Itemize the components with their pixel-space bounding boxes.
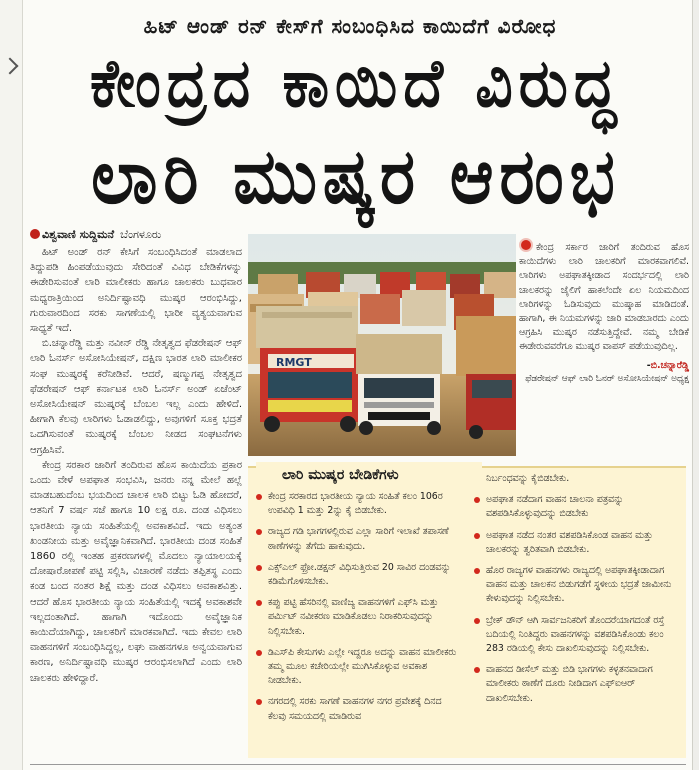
demands-left-column [254,490,462,731]
newspaper-logo-icon [30,229,40,239]
quote-text: ಕೇಂದ್ರ ಸರ್ಕಾರ ಜಾರಿಗೆ ತಂದಿರುವ ಹೊಸ ಕಾಯಿದೆಗಳು ಲಾರಿ ಚಾಲಕರಿಗೆ ಮಾರಕವಾಗಲಿವೆ. ಲಾರಿಗಳು ಅಪಘಾತಕ್ಕೀಡಾದ ಸಂದರ್ಭದಲ್ಲಿ ಲಾರಿ ಚಾಲಕರನ್ನು ಜೈಲಿಗೆ ಹಾಕಲೆಂದೇ ಏಲ ನಿಯಮದಿಂದ ಲಾರಿಗಳನ್ನು ಓಡಿಸುವುದು ಮುಷ್ಕಾಹ ಮಾಡಿದಂತೆ. ಹಾಗಾಗಿ, ಈ ನಿಯಮಗಳನ್ನು ಜಾರಿ ಮಾಡಬಾರದು ಎಂದು ಆಗ್ರಹಿಸಿ ಮುಷ್ಕರ ನಡೆಸುತ್ತಿದ್ದೇವೆ. ನಮ್ಮ ಬೇಡಿಕೆ ಈಡೇರುವವರೆಗೂ ಮುಷ್ಕರ ವಾಪಸ್ ಪಡೆಯುವುದಿಲ್ಲ. [519,242,689,353]
demand-item: ಅಪಘಾತ ನಡೆದ ನಂತರ ವಶಪಡಿಸಿಕೊಂಡ ವಾಹನ ಮತ್ತು ಚಾಲಕರನ್ನು ತ್ವರಿತವಾಗಿ ಬಿಡಬೇಕು. [472,529,680,557]
svg-text:RMGT: RMGT [276,356,312,369]
demands-box [248,466,686,758]
article-body [30,245,242,686]
demand-item: ನಗರದಲ್ಲಿ ಸರಕು ಸಾಗಣೆ ವಾಹನಗಳ ನಗರ ಪ್ರವೇಶಕ್ಕೆ ದಿನದ ಕೆಲವು ಸಮಯದಲ್ಲಿ ಮಾಡಿರುವ [254,695,462,723]
headline-line-2: ಲಾರಿ ಮುಷ್ಕರ ಆರಂಭ [91,132,621,221]
headline-line-1: ಕೇಂದ್ರದ ಕಾಯಿದೆ ವಿರುದ್ಧ [89,43,623,123]
demands-title: ಲಾರಿ ಮುಷ್ಕರ ಬೇಡಿಕೆಗಳು [256,462,482,488]
demand-item: ಕೇಂದ್ರ ಸರಕಾರದ ಭಾರತೀಯ ನ್ಯಾಯ ಸಂಹಿತೆ ಕಲಂ 106ರ ಉಪವಿಧಿ 1 ಮತ್ತು 2ನ್ನು ಕೈ ಬಿಡಬೇಕು. [254,490,462,518]
byline-city: ಬೆಂಗಳೂರು [120,228,162,241]
adjacent-page-edge [0,0,23,770]
demand-item: ಎಕ್ಸ್‌ಎಲ್ ಫ್ರೋ.ಡಕ್ಷನ್ ವಿಧಿಸುತ್ತಿರುವ 20 ಸಾವಿರ ದಂಡವನ್ನು ಕಡಿಮೆಗೊಳಿಸಬೇಕು. [254,561,462,589]
right-page-edge [692,0,699,770]
body-paragraph: ಬಿ.ಚನ್ನಾರೆಡ್ಡಿ ಮತ್ತು ನವೀನ್ ರೆಡ್ಡಿ ನೇತೃತ್ವದ ಫೆಡರೇಷನ್ ಆಫ್ ಲಾರಿ ಓನರ್ಸ್ ಅಸೋಸಿಯೇಷನ್, ದಕ್ಷಿಣ ಭಾರತ ಲಾರಿ ಮಾಲೀಕರ ಸಂಘ ಮುಷ್ಕರಕ್ಕೆ ಕರೆನೀಡಿವೆ. ಆದರೆ, ಷಣ್ಮುಗಪ್ಪ ನೇತೃತ್ವದ ಫೆಡರೇಷನ್ ಆಫ್ ಕರ್ನಾಟಕ ಲಾರಿ ಓನರ್ಸ್ ಅಂಡ್ ಏಜೆಂಟ್ ಅಸೋಸಿಯೇಷನ್ ಮುಷ್ಕರಕ್ಕೆ ಬೆಂಬಲ ಇಲ್ಲ ಎಂದು ಹೇಳಿದೆ. ಹೀಗಾಗಿ ಕೆಲವು ಲಾರಿಗಳು ಓಡಾಡಲಿದ್ದು, ಅವುಗಳಿಗೆ ಸೂಕ್ತ ಭದ್ರತೆ ಒದಗಿಸುವಂತೆ ಮುಷ್ಕರಕ್ಕೆ ಬೆಂಬಲ ನೀಡದ ಸಂಘಟನೆಗಳು ಆಗ್ರಹಿಸಿವೆ. [30,338,242,456]
body-paragraph: ಹಿಟ್ ಅಂಡ್ ರನ್ ಕೇಸಿಗೆ ಸಂಬಂಧಿಸಿದಂತೆ ಮಾಡಲಾದ ತಿದ್ದುಪಡಿ ಹಿಂಪಡೆಯುವುದು ಸೇರಿದಂತೆ ವಿವಿಧ ಬೇಡಿಕೆಗಳನ್ನು ಈಡೇರಿಸುವಂತೆ ಲಾರಿ ಮಾಲೀಕರು ಹಾಗೂ ಚಾಲಕರು ಬುಧವಾರ ಮಧ್ಯರಾತ್ರಿಯಿಂದ ಅನಿರ್ದಿಷ್ಟಾವಧಿ ಮುಷ್ಕರ ಆರಂಭಿಸಿದ್ದು, ಗುರುವಾರದಿಂದ ಸರಕು ಸಾಗಣೆಯಲ್ಲಿ ಭಾರೀ ವ್ಯತ್ಯಯವಾಗುವ ಸಾಧ್ಯತೆ ಇದೆ. [30,247,242,335]
quote-author: -ಬಿ.ಚನ್ನಾರೆಡ್ಡಿ [646,359,689,371]
demand-item: ಹೊರ ರಾಜ್ಯಗಳ ವಾಹನಗಳು ರಾಜ್ಯದಲ್ಲಿ ಅಪಘಾತಕ್ಕೀಡಾದಾಗ ವಾಹನ ಮತ್ತು ಚಾಲಕನ ಬಿಡುಗಡೆಗೆ ಸ್ಥಳೀಯ ಭದ್ರತೆ ಜಾಮೀನು ಕೇಳುವುದನ್ನು ನಿಲ್ಲಿಸಬೇಕು. [472,564,680,607]
quote-marker-icon [519,238,533,252]
pull-quote [519,238,689,458]
demand-item: ಬ್ರೇಕ್ ಡೌನ್ ಆಗಿ ಸಾರ್ವಜನಿಕರಿಗೆ ತೊಂದರೆಯಾಗದಂತೆ ರಸ್ತೆ ಬದಿಯಲ್ಲಿ ನಿಂತಿದ್ದರು ವಾಹನಗಳನ್ನು ವಶಪಡಿಸಿಕೊಂಡು ಕಲಂ 283 ರಡಿಯಲ್ಲಿ ಕೇಸು ದಾಖಲಿಸುವುದನ್ನು ನಿಲ್ಲಿಸಬೇಕು. [472,614,680,657]
quote-author-role: ಫೆಡರೇಷನ್ ಆಫ್ ಲಾರಿ ಓನರ್ ಅಸೋಸಿಯೇಷನ್ ಅಧ್ಯಕ್ಷ [525,373,689,384]
trucks-photo-illustration [248,234,516,456]
demand-item: ಅಪಘಾತ ನಡೆದಾಗ ವಾಹನ ಚಾಲನಾ ಪತ್ರವನ್ನು ವಶಪಡಿಸಿಕೊಳ್ಳುವುದನ್ನು ಬಿಡಬೇಕು [472,493,680,521]
byline-source: ವಿಶ್ವವಾಣಿ ಸುದ್ದಿಮನೆ [42,228,115,241]
demands-right-column [472,472,680,713]
demand-item: ರಾಜ್ಯದ ಗಡಿ ಭಾಗಗಳಲ್ಲಿರುವ ಎಲ್ಲಾ ಸಾರಿಗೆ ಇಲಾಖೆ ತಪಾಸಣೆ ಠಾಣೆಗಳನ್ನು ತೆಗೆದು ಹಾಕುವುದು. [254,525,462,553]
parked-trucks-photo [248,234,516,456]
byline [30,228,161,242]
demand-item: ಡಿಎಸ್‌ಪಿ ಕೇಸುಗಳು ಎಲ್ಲೇ ಇದ್ದರೂ ಅದನ್ನು ವಾಹನ ಮಾಲೀಕರು ತಮ್ಮ ಮೂಲ ಕಚೇರಿಯಲ್ಲೇ ಮುಗಿಸಿಕೊಳ್ಳುವ ಅವಕಾಶ ನೀಡಬೇಕು. [254,646,462,689]
chevron-icon [2,58,19,75]
page-divider [30,764,686,765]
body-paragraph: ಕೇಂದ್ರ ಸರಕಾರ ಜಾರಿಗೆ ತಂದಿರುವ ಹೊಸ ಕಾಯಿದೆಯ ಪ್ರಕಾರ ಒಂದು ವೇಳೆ ಅಪಘಾತ ಸಂಭವಿಸಿ, ಜನರು ನನ್ನ ಮೇಲೆ ಹಲ್ಲೆ ಮಾಡಬಹುದೆಂಬ ಭಯದಿಂದ ಚಾಲಕ ಲಾರಿ ಬಿಟ್ಟು ಓಡಿ ಹೋದರೆ, ಆತನಿಗೆ 7 ವರ್ಷ ಸಜೆ ಹಾಗೂ 10 ಲಕ್ಷ ರೂ. ದಂಡ ವಿಧಿಸಲು ಭಾರತೀಯ ನ್ಯಾಯ ಸಂಹಿತೆಯಲ್ಲಿ ಅವಕಾಶವಿದೆ. ಇದು ಅತ್ಯಂತ ಖಂಡನೀಯ ಮತ್ತು ಅವೈಜ್ಞಾನಿಕವಾಗಿದೆ. ಭಾರತೀಯ ದಂಡ ಸಂಹಿತೆ 1860 ರಲ್ಲಿ ಇಂತಹ ಪ್ರಕರಣಗಳಲ್ಲಿ ಮೊದಲು ನ್ಯಾಯಾಲಯಕ್ಕೆ ದೋಷಾರೋಪಣೆ ಪಟ್ಟಿ ಸಲ್ಲಿಸಿ, ವಿಚಾರಣೆ ನಡೆದು ತಪ್ಪಿತಸ್ಥ ಎಂದು ಕಂಡ ಬಂದ ನಂತರ ಶಿಕ್ಷೆ ಮತ್ತು ದಂಡ ವಿಧಿಸಲು ಅವಕಾಶವಿತ್ತು. ಆದರೆ ಹೊಸ ಭಾರತೀಯ ನ್ಯಾಯ ಸಂಹಿತೆಯಲ್ಲಿ ಇದಕ್ಕೆ ಅವಕಾಶವೇ ಇಲ್ಲದಂತಾಗಿದೆ. ಹಾಗಾಗಿ ಇದೊಂದು ಅವೈಜ್ಞಾನಿಕ ಕಾಯಿದೆಯಾಗಿದ್ದು, ಚಾಲಕರಿಗೆ ಮಾರಕವಾಗಿದೆ. ಇದು ಕೇವಲ ಲಾರಿ ವಾಹನಗಳಿಗೆ ಸಂಬಂಧಿಸಿದ್ದಲ್ಲ, ಲಘು ವಾಹನಗಳೂ ಅನ್ವಯವಾಗುವ ಕಾರಣ, ಅನಿರ್ದಿಷ್ಟಾವಧಿ ಮುಷ್ಕರ ಆರಂಭಿಸಲಾಗಿದೆ ಎಂದು ಲಾರಿ ಚಾಲಕರು ಹೇಳಿದ್ದಾರೆ. [30,459,242,684]
kicker-headline: ಹಿಟ್ ಆಂಡ್ ರನ್ ಕೇಸ್‌ಗೆ ಸಂಬಂಧಿಸಿದ ಕಾಯಿದೆಗೆ ವಿರೋಧ [143,14,557,38]
demand-item-continued: ನಿರ್ಬಂಧವನ್ನು ಕೈಬಿಡಬೇಕು. [486,473,570,484]
demand-item: ಕಪ್ಪು ಪಟ್ಟಿ ಹೆಸರಿನಲ್ಲಿ ವಾಣಿಜ್ಯ ವಾಹನಗಳಿಗೆ ಎಫ್‌ಸಿ ಮತ್ತು ಪರ್ಮಿಟ್ ನವೀಕರಣ ಮಾಡಿಕೊಡಲು ನಿರಾಕರಿಸುವುದನ್ನು ನಿಲ್ಲಿಸಬೇಕು. [254,596,462,639]
demand-item: ವಾಹನದ ಡೀಸೆಲ್ ಮತ್ತು ಬಿಡಿ ಭಾಗಗಳು ಕಳ್ಳತನವಾದಾಗ ಮಾಲೀಕರು ಠಾಣೆಗೆ ದೂರು ನೀಡಿದಾಗ ಎಫ್‌ಐಆರ್ ದಾಖಲಿಸಬೇಕು. [472,663,680,706]
